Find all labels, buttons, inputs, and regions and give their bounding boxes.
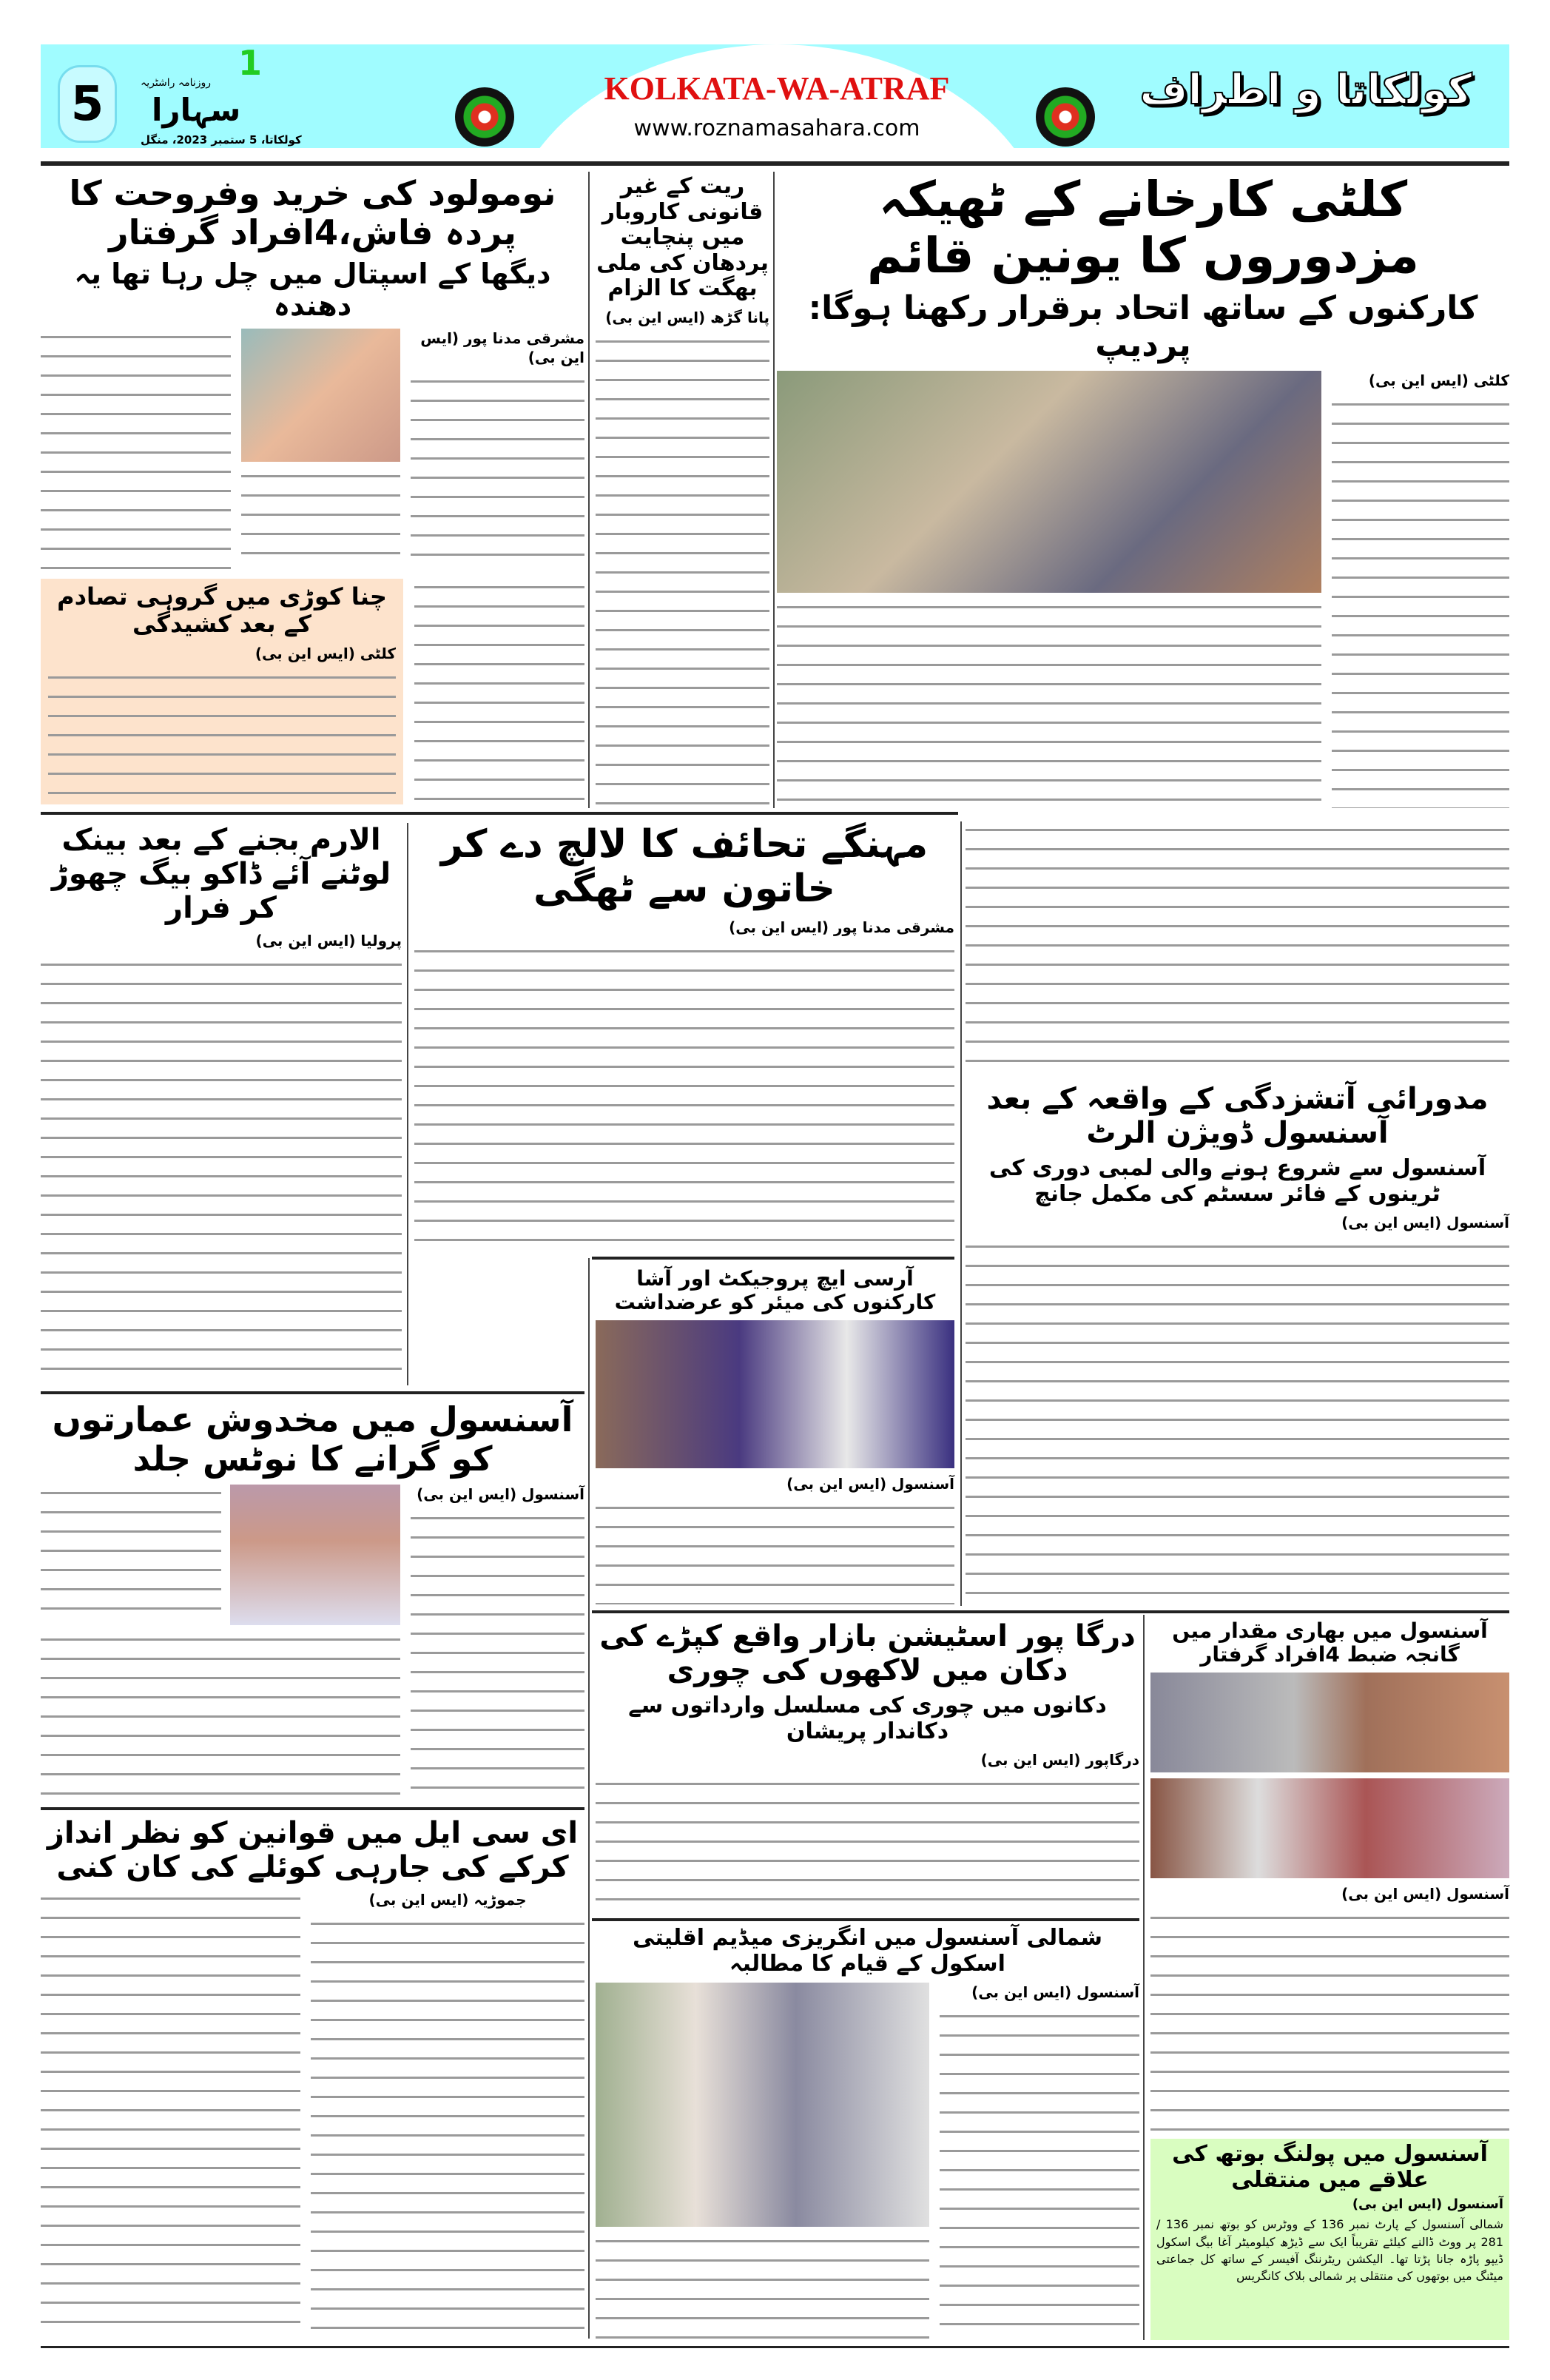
subhead-durgapur-theft: دکانوں میں چوری کی مسلسل وارداتوں سے دکاندار پریشان	[628, 1692, 1107, 1744]
article-body	[41, 1631, 400, 1802]
headline-costly-gifts-fraud: مہنگے تحائف کا لالچ دے کر خاتون سے ٹھگی	[440, 822, 929, 911]
article-body	[41, 329, 231, 570]
article-body	[596, 2233, 929, 2339]
byline: مشرقی مدنا پور (ایس این بی)	[729, 918, 954, 936]
headline-ecl-mining: ای سی ایل میں قوانین کو نظر انداز کرکے کی جارہی کوئلے کی کان کنی	[47, 1816, 579, 1884]
byline: آسنسول (ایس این بی)	[1341, 1214, 1509, 1231]
headline-bank-alarm: الارم بجنے کے بعد بینک لوٹنے آئے ڈاکو بیگ چھوڑ کر فرار	[51, 823, 391, 925]
emblem-icon-right	[1036, 87, 1095, 147]
column-divider	[588, 172, 590, 808]
column-divider	[773, 172, 775, 808]
article-body	[41, 956, 402, 1385]
article-body	[940, 2008, 1139, 2339]
headline-sand-trade: ریت کے غیر قانونی کاروبار میں پنچایت پردھان کی ملی بھگت کا الزام	[596, 173, 769, 301]
photo-newborn-hand	[241, 329, 400, 462]
byline: جموڑیہ (ایس این بی)	[368, 1891, 527, 1909]
article-body	[596, 1499, 954, 1604]
headline-madurai-fire-alert: مدورائی آتشزدگی کے واقعہ کے بعد آسنسول ڈویژن الرٹ	[986, 1082, 1489, 1150]
section-divider	[41, 1391, 584, 1394]
article-body	[48, 669, 396, 800]
byline: کلٹی (ایس این بی)	[1368, 371, 1509, 389]
article-body	[411, 1510, 584, 1802]
photo-union-meeting	[777, 371, 1321, 593]
headline-durgapur-theft: درگا پور اسٹیشن بازار واقع کپڑے کی دکان میں لاکھوں کی چوری	[599, 1619, 1136, 1687]
headline-ganja-seized: آسنسول میں بھاری مقدار میں گانجہ ضبط 4افراد گرفتار	[1172, 1618, 1488, 1667]
byline: آسنسول (ایس این بی)	[971, 1983, 1139, 2001]
headline-dilapidated-buildings: آسنسول میں مخدوش عمارتوں کو گرانے کا نوٹس جلد	[52, 1399, 573, 1479]
polling-lead-text: شمالی آسنسول کے پارٹ نمبر 136 کے ووٹرس کو بوتھ نمبر 136 / 281 پر ووٹ ڈالنے کیلئے تقریباً ایک سے ڈیڑھ کیلومیٹر آغا بیگ اسکول ڈیپو پاڑہ جانا پڑتا تھا۔ الیکشن ریٹرننگ آفیسر کے ساتھ کل جماعتی میٹنگ میں بوتھوں کی منتقلی پر شمالی بلاک کانگریس	[1156, 2217, 1504, 2283]
article-body	[41, 1890, 300, 2339]
photo-arrested-men	[1150, 1778, 1509, 1878]
article-body	[1332, 396, 1509, 808]
byline: کلٹی (ایس این بی)	[255, 644, 396, 662]
column-divider	[588, 1258, 590, 2339]
article-body	[411, 373, 584, 570]
article-body	[777, 599, 1321, 808]
article-body	[311, 1915, 584, 2339]
article-body	[414, 579, 584, 804]
masthead-divider	[41, 161, 1509, 166]
section-title-english: KOLKATA-WA-ATRAF	[604, 70, 950, 107]
byline: آسنسول (ایس این بی)	[786, 1475, 954, 1493]
date-line: کولکاتا، 5 ستمبر 2023، منگل	[141, 133, 302, 147]
byline: آسنسول (ایس این بی)	[1341, 1885, 1509, 1903]
subhead-newborn-trade: دیگھا کے اسپتال میں چل رہا تھا یہ دھندہ	[74, 257, 551, 323]
page-number-badge: 5	[58, 65, 117, 143]
section-divider	[592, 1257, 954, 1260]
section-divider	[41, 1807, 584, 1810]
byline: پانا گڑھ (ایس این بی)	[605, 308, 769, 326]
paper-prefix: روزنامہ راشٹریہ	[141, 77, 212, 89]
article-body	[1150, 1909, 1509, 2131]
issue-mark: 1	[238, 43, 263, 83]
article-body	[241, 468, 400, 570]
paper-logo: سہارا	[152, 92, 241, 128]
photo-memorandum-holders	[596, 1983, 929, 2227]
article-body	[414, 943, 954, 1248]
article-body	[966, 1238, 1509, 1604]
headline-rch-asha-memorandum: آرسی ایچ پروجیکٹ اور آشا کارکنوں کی میئر کو عرضداشت	[614, 1266, 936, 1315]
pink-box	[41, 579, 403, 804]
headline-newborn-trade: نومولود کی خرید وفروحت کا پردہ فاش،4افراد گرفتار	[69, 173, 556, 252]
section-divider	[592, 1610, 1509, 1613]
photo-man-portrait	[230, 1485, 400, 1625]
article-body	[596, 333, 769, 807]
column-divider	[407, 823, 408, 1385]
headline-english-medium-school: شمالی آسنسول میں انگریزی میڈیم اقلیتی اسکول کے قیام کا مطالبہ	[633, 1925, 1102, 1977]
section-divider	[592, 1918, 1139, 1921]
column-divider	[960, 821, 962, 1606]
headline-kulti-union: کلٹی کارخانے کے ٹھیکہ مزدوروں کا یونین قائم	[866, 171, 1420, 284]
green-box	[1150, 2139, 1509, 2340]
section-divider	[41, 812, 958, 815]
byline: درگاپور (ایس این بی)	[980, 1751, 1139, 1769]
page-bottom-rule	[41, 2346, 1509, 2348]
headline-polling-booth: آسنسول میں پولنگ بوتھ کی علاقے میں منتقلی	[1172, 2141, 1488, 2193]
byline: آسنسول (ایس این بی)	[417, 1485, 584, 1503]
byline: مشرقی مدنا پور (ایس این بی)	[420, 329, 584, 367]
website-url[interactable]: www.roznamasahara.com	[633, 115, 920, 141]
column-divider	[1143, 1615, 1145, 2340]
byline: پرولیا (ایس این بی)	[255, 932, 402, 949]
subhead-madurai-fire-alert: آسنسول سے شروع ہونے والی لمبی دوری کی ٹرینوں کے فائر سسٹم کی مکمل جانچ	[988, 1155, 1486, 1207]
photo-ganja-truck	[1150, 1673, 1509, 1772]
section-title-urdu: کولکاتا و اطراف	[1139, 66, 1472, 114]
article-body	[41, 1485, 221, 1625]
emblem-icon-left	[455, 87, 514, 147]
photo-asha-workers	[596, 1320, 954, 1468]
subhead-kulti-union: کارکنوں کے ساتھ اتحاد برقرار رکھنا ہوگا: پردیپ	[808, 289, 1478, 365]
byline: آسنسول (ایس این بی)	[1352, 2196, 1503, 2212]
article-body	[596, 1775, 1139, 1914]
headline-chinakuri-clash: چنا کوڑی میں گروہی تصادم کے بعد کشیدگی	[57, 582, 387, 638]
article-body	[966, 821, 1509, 1073]
